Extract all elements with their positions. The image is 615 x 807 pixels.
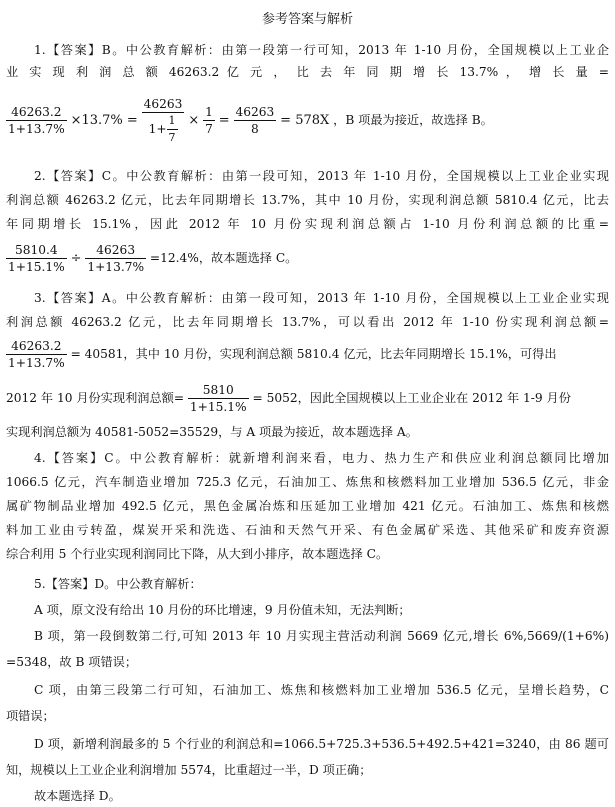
q1-tail: ，B 项最为接近，故选择 B。 (333, 113, 493, 127)
q2-line-1: 2.【答案】C。中公教育解析：由第一段可知，2013 年 1-10 月份，全国规模以上工业企业实现 (34, 169, 609, 183)
q3-fraction-1: $\frac{46263.2}{1+13.7\%}$ (8, 339, 65, 370)
q1-line-2: 业 实 现 利 润 总 额 46263.2 亿 元 ， 比 去 年 同 期 增 长 13.7% ， 增 长 量 = (6, 65, 609, 79)
q4-line-5: 综合利用 5 个行业实现利润同比下降，从大到小排序，故本题选择 C。 (6, 547, 389, 561)
q5-line-3: B 项，第一段倒数第二行,可知 2013 年 10 月实现主营活动利润 5669 亿元,增长 6%,5669/(1+6%) (34, 629, 609, 643)
q3-formula-line-2 (6, 378, 615, 418)
q2-formula-line (6, 238, 615, 278)
q1-line-1: 1.【答案】B。中公教育解析：由第一段第一行可知，2013 年 1-10 月份，全国规模以上工业企 (34, 43, 609, 57)
q5-line-6: 项错误； (6, 709, 55, 723)
q1-term-2: × (188, 113, 200, 128)
q3-line-4-pre: 2012 年 10 月份实现利润总额= (6, 391, 185, 405)
q2-line-2: 利润总额 46263.2 亿元，比去年同期增长 13.7%，其中 10 月份，实现利润总额 5810.4 亿元，比去 (6, 193, 609, 207)
q3-line-2: 利润总额 46263.2 亿元，比去年同期增长 13.7%，可以看出 2012 年 1-10 份实现利润总额= (6, 315, 609, 329)
q5-line-8: 知，规模以上工业企业利润增加 5574，比重超过一半，D 项正确； (6, 763, 372, 777)
q3-fraction-2: $\frac{5810}{1+15.1\%}$ (189, 383, 247, 414)
q5-line-2: A 项，原文没有给出 10 月份的环比增速，9 月份值未知，无法判断； (34, 603, 411, 617)
q4-line-3: 属矿物制品业增加 492.5 亿元，黑色金属冶炼和压延加工业增加 421 亿元。石油加工、炼焦和核燃 (6, 499, 609, 513)
q4-line-2: 1066.5 亿元，汽车制造业增加 725.3 亿元，石油加工、炼焦和核燃料加工业增加 536.5 亿元，非金 (6, 475, 609, 489)
q5-line-9: 故本题选择 D。 (34, 789, 121, 803)
q5-line-4: =5348，故 B 项错误； (6, 655, 138, 669)
q3-formula-line-1 (6, 334, 615, 374)
q5-line-7: D 项，新增利润最多的 5 个行业的利润总和=1066.5+725.3+536.5+492.5+421=3240，由 86 题可 (34, 737, 609, 751)
q2-divide: ÷ (70, 251, 82, 266)
q1-term-1: ×13.7% = (70, 113, 138, 128)
q2-fraction-1: $\frac{5810.4}{1+15.1\%}$ (8, 243, 65, 274)
q3-line-5: 实现利润总额为 40581-5052=35529，与 A 项最为接近，故本题选择 A。 (6, 425, 418, 439)
q3-mid: = 40581，其中 10 月份，实现利润总额 5810.4 亿元，比去年同期增长 15.1%，可得出 (70, 347, 557, 361)
q1-formula-line (6, 84, 615, 156)
q4-line-4: 料加工业由亏转盈，煤炭开采和洗选、石油和天然气开采、有色金属矿采选、其他采矿和废弃资源 (6, 523, 609, 537)
page-title: 参考答案与解析 (261, 12, 353, 27)
q5-line-1: 5.【答案】D。中公教育解析： (34, 577, 202, 591)
q1-fraction-1: $\frac{46263.2}{1+13.7\%}$ (8, 105, 65, 136)
q1-term-3: = (218, 113, 230, 128)
q4-line-1: 4.【答案】C。中公教育解析：就新增利润来看，电力、热力生产和供应业利润总额同比增加 (34, 451, 609, 465)
q1-fraction-3: $\frac{1}{7}$ (205, 105, 213, 136)
q1-fraction-2: 46263 1+ $\frac{1}{7}$ (143, 96, 183, 144)
q1-term-4: = 578X (280, 113, 330, 128)
q1-fraction-4: $\frac{46263}{8}$ (235, 105, 275, 136)
q3-line-1: 3.【答案】A。中公教育解析：由第一段可知，2013 年 1-10 月份，全国规模以上工业企业实现 (34, 291, 609, 305)
q2-tail: =12.4%，故本题选择 C。 (149, 251, 298, 265)
q2-fraction-2: $\frac{46263}{1+13.7\%}$ (87, 243, 145, 274)
q5-line-5: C 项，由第三段第二行可知，石油加工、炼焦和核燃料加工业增加 536.5 亿元，呈增长趋势，C (34, 683, 609, 697)
q2-line-3: 年同期增长 15.1%，因此 2012 年 10 月份实现利润总额占 1-10 月份利润总额的比重= (6, 217, 609, 231)
q3-line-4-post: = 5052，因此全国规模以上工业企业在 2012 年 1-9 月份 (252, 391, 571, 405)
